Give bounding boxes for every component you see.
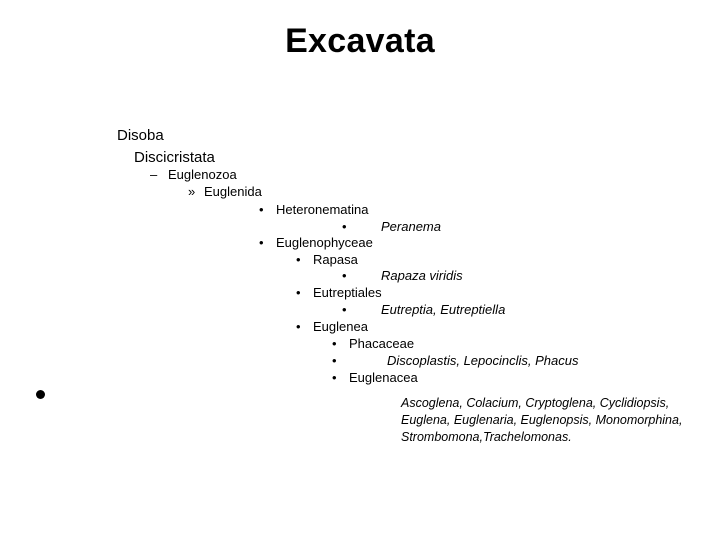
taxon-rapaza-viridis: Rapaza viridis (381, 268, 463, 283)
taxon-euglenida: Euglenida (204, 184, 262, 199)
taxon-eutreptia: Eutreptia, Eutreptiella (381, 302, 506, 317)
bullet-marker: • (332, 336, 337, 351)
bullet-marker: • (259, 235, 264, 250)
taxon-euglenea: Euglenea (313, 319, 368, 334)
taxon-discoplastis: Discoplastis, Lepocinclis, Phacus (387, 353, 579, 368)
bullet-marker: • (296, 285, 301, 300)
taxon-euglenozoa: Euglenozoa (168, 167, 237, 182)
bullet-marker: • (332, 353, 337, 368)
taxon-phacaceae: Phacaceae (349, 336, 415, 351)
bullet-marker: • (296, 319, 301, 334)
bullet-marker: • (342, 219, 347, 234)
taxon-heteronematina: Heteronematina (276, 202, 369, 217)
taxon-eutreptiales: Eutreptiales (313, 285, 382, 300)
taxon-discicristata: Discicristata (134, 149, 215, 166)
taxon-euglenacea: Euglenacea (349, 370, 418, 385)
taxon-disoba: Disoba (117, 127, 164, 144)
bullet-marker: • (342, 268, 347, 283)
bullet-marker: • (342, 302, 347, 317)
taxon-euglenophyceae: Euglenophyceae (276, 235, 373, 250)
euglenacea-genera-list: Ascoglena, Colacium, Cryptoglena, Cyclidiopsis, Euglena, Euglenaria, Euglenopsis, Monomorphina, Strombomona,Trachelomonas. (401, 396, 683, 444)
bullet-marker: • (332, 370, 337, 385)
taxon-peranema: Peranema (381, 219, 441, 234)
bullet-marker: • (296, 252, 301, 267)
chevron-marker: » (188, 184, 196, 199)
main-bullet-icon (36, 390, 45, 399)
page-title: Excavata (285, 22, 435, 60)
taxon-rapasa: Rapasa (313, 252, 358, 267)
dash-marker: – (150, 167, 158, 182)
bullet-marker: • (259, 202, 264, 217)
